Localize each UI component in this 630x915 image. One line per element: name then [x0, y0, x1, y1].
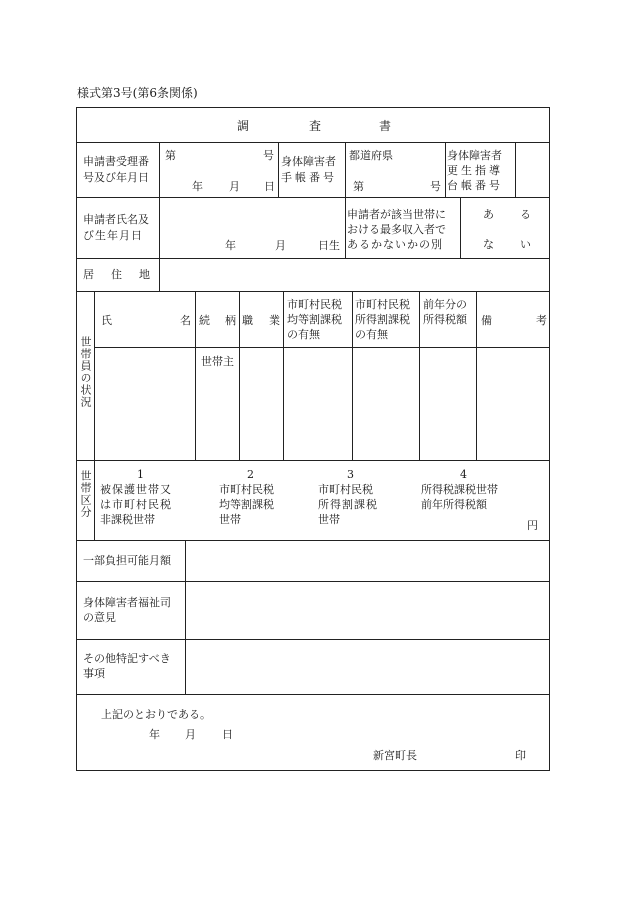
rule-opinion-bottom	[77, 639, 549, 640]
head-of-household: 世帯主	[201, 355, 234, 368]
receipt-number-label-2: 号及び年月日	[83, 171, 149, 184]
address-label-1: 居	[83, 268, 94, 281]
category-option-1-line-1: 被保護世帯又	[100, 483, 172, 496]
applicant-year: 年	[225, 239, 236, 252]
rule-r3-v1	[159, 258, 160, 291]
rule-row3-bottom	[77, 291, 549, 292]
techo-number-input[interactable]	[369, 179, 425, 194]
applicant-label-1: 申請者氏名及	[83, 213, 149, 226]
category-option-2-line-1: 市町村民税	[219, 483, 274, 496]
rule-r1-v5	[515, 142, 516, 197]
option-aru-1[interactable]: あ	[483, 208, 494, 221]
header-occupation-2: 業	[269, 314, 280, 327]
rule-members-header-bottom	[94, 347, 549, 348]
footer-month: 月	[185, 728, 196, 741]
rule-r1-v1	[159, 142, 160, 197]
category-option-3-number: 3	[347, 468, 354, 481]
applicant-label-2: び生年月日	[83, 229, 143, 242]
rule-r1-v3	[345, 142, 346, 197]
category-option-4-line-1: 所得税課税世帯	[421, 483, 498, 496]
partial-burden-label: 一部負担可能月額	[83, 554, 171, 567]
applicant-month: 月	[275, 239, 286, 252]
footer-statement: 上記のとおりである。	[101, 708, 211, 721]
receipt-year: 年	[192, 180, 203, 193]
kosei-label-1: 身体障害者	[447, 149, 502, 162]
option-aru-2[interactable]: る	[520, 208, 531, 221]
address-label-2: 住	[111, 268, 122, 281]
welfare-opinion-label-2: の意見	[83, 611, 116, 624]
kosei-label-3: 台帳番号	[447, 179, 503, 192]
investigation-form	[76, 107, 550, 771]
title-char-1: 調	[237, 119, 250, 133]
techo-go: 号	[430, 180, 441, 193]
rule-m-v2	[239, 291, 240, 460]
category-option-1-line-2: は市町村民税	[100, 498, 172, 511]
rule-r2-v1	[159, 197, 160, 258]
rule-members-bottom	[77, 460, 549, 461]
rule-m-v1	[195, 291, 196, 460]
category-option-3-line-1: 市町村民税	[318, 483, 373, 496]
rule-row1-bottom	[77, 197, 549, 198]
kosei-label-2: 更生指導	[447, 164, 503, 177]
other-notes-input[interactable]	[195, 658, 535, 674]
address-input[interactable]	[167, 267, 537, 283]
header-income-levy-3: の有無	[355, 328, 388, 341]
rule-category-bottom	[77, 540, 549, 541]
option-nai-1[interactable]: な	[483, 238, 494, 251]
title-char-2: 査	[309, 119, 322, 133]
other-notes-label-1: その他特記すべき	[83, 652, 171, 665]
header-occupation-1: 職	[242, 314, 253, 327]
rule-r2-v3	[460, 197, 461, 258]
rule-cat-v0	[94, 460, 95, 540]
receipt-day: 日	[264, 180, 275, 193]
receipt-number-label-1: 申請書受理番	[83, 155, 149, 168]
footer-day: 日	[222, 728, 233, 741]
category-option-4-line-2: 前年所得税額	[421, 498, 487, 511]
header-relation-2: 柄	[225, 314, 236, 327]
header-remarks-1: 備	[481, 314, 492, 327]
header-per-capita-2: 均等割課税	[287, 313, 342, 326]
applicant-born: 日生	[318, 239, 340, 252]
header-prev-tax-2: 所得税額	[423, 313, 467, 326]
rule-m-v6	[476, 291, 477, 460]
receipt-dai: 第	[165, 149, 176, 162]
rule-r2-v2	[345, 197, 346, 258]
partial-burden-input[interactable]	[195, 553, 535, 569]
header-relation-1: 続	[199, 314, 210, 327]
category-option-1-number: 1	[137, 468, 144, 481]
title-char-3: 書	[379, 119, 392, 133]
category-side-label: 世帯区分	[79, 470, 92, 518]
rule-row2-bottom	[77, 258, 549, 259]
category-yen: 円	[527, 519, 538, 532]
welfare-opinion-input[interactable]	[195, 602, 535, 618]
category-option-2-line-3: 世帯	[219, 513, 241, 526]
rule-notes-bottom	[77, 694, 549, 695]
rule-burden-bottom	[77, 581, 549, 582]
other-notes-label-2: 事項	[83, 667, 105, 680]
rule-lower-v1	[185, 540, 186, 694]
techo-label-2: 手帳番号	[281, 171, 337, 184]
rule-r1-v4	[445, 142, 446, 197]
footer-signer: 新宮町長	[373, 749, 417, 762]
techo-prefecture: 都道府県	[349, 149, 393, 162]
header-remarks-2: 考	[536, 314, 547, 327]
category-option-2-number: 2	[247, 468, 254, 481]
rule-title-bottom	[77, 142, 549, 143]
address-label-3: 地	[139, 268, 150, 281]
earner-question-1: 申請者が該当世帯に	[347, 208, 446, 221]
welfare-opinion-label-1: 身体障害者福祉司	[83, 596, 171, 609]
applicant-name-input[interactable]	[167, 206, 337, 222]
header-income-levy-2: 所得割課税	[355, 313, 410, 326]
category-option-1-line-3: 非課税世帯	[100, 513, 155, 526]
footer-seal: 印	[515, 749, 526, 762]
rule-m-v0	[94, 291, 95, 460]
earner-question-3: あるかないかの別	[347, 238, 443, 251]
category-option-3-line-2: 所得割課税	[318, 498, 378, 511]
rule-r1-v2	[278, 142, 279, 197]
option-nai-2[interactable]: い	[520, 238, 531, 251]
category-option-3-line-3: 世帯	[318, 513, 340, 526]
footer-year: 年	[149, 728, 160, 741]
header-per-capita-1: 市町村民税	[287, 298, 342, 311]
receipt-number-input[interactable]	[177, 148, 257, 163]
techo-dai: 第	[353, 180, 364, 193]
header-name-2: 名	[180, 314, 191, 327]
rule-m-v5	[419, 291, 420, 460]
receipt-go: 号	[263, 149, 274, 162]
earner-question-2: おける最多収入者で	[347, 223, 446, 236]
form-number-label: 様式第3号(第6条関係)	[77, 86, 198, 100]
header-prev-tax-1: 前年分の	[423, 298, 467, 311]
category-option-4-number: 4	[460, 468, 467, 481]
header-per-capita-3: の有無	[287, 328, 320, 341]
category-option-2-line-2: 均等割課税	[219, 498, 274, 511]
header-name-1: 氏	[101, 314, 112, 327]
members-side-label: 世帯員の状況	[79, 336, 92, 408]
rule-m-v4	[352, 291, 353, 460]
techo-label-1: 身体障害者	[281, 155, 336, 168]
rule-m-v3	[283, 291, 284, 460]
receipt-month: 月	[229, 180, 240, 193]
header-income-levy-1: 市町村民税	[355, 298, 410, 311]
